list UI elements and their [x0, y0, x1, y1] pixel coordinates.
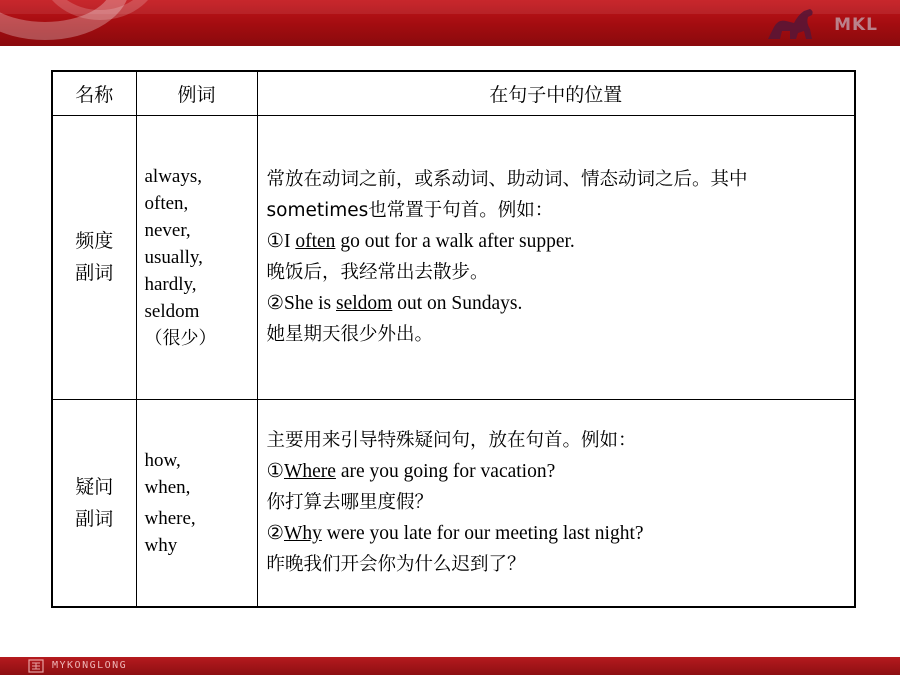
- example-sentence: [267, 518, 847, 549]
- table-header-row: [52, 71, 855, 115]
- example-word: never,: [144, 219, 191, 241]
- header-examples: 例词: [136, 71, 257, 115]
- sentence-suffix: are you going for vacation?: [335, 461, 556, 483]
- header-position: 在句子中的位置: [257, 71, 855, 115]
- sentence-translation: 你打算去哪里度假？: [266, 492, 434, 514]
- sentence-translation: 晚饭后，我经常出去散步。: [266, 262, 489, 283]
- sentence-translation: 她星期天很少外出。: [266, 324, 434, 345]
- example-note: （很少）: [144, 327, 217, 349]
- position-intro: 常放在动词之前，或系动词、助动词、情态动词之后。其中sometimes也常置于句首。例如：: [266, 169, 748, 221]
- sentence-suffix: out on Sundays.: [392, 293, 523, 314]
- sentence-keyword: Why: [283, 523, 322, 545]
- bottom-bar: [0, 657, 900, 675]
- example-word: always,: [144, 165, 203, 187]
- sentence-prefix: ①I: [266, 231, 296, 252]
- example-word: hardly,: [144, 273, 197, 295]
- example-word: seldom: [144, 300, 200, 322]
- sentence-suffix: go out for a walk after supper.: [335, 231, 575, 252]
- sentence-keyword: seldom: [336, 293, 393, 314]
- example-word: why: [144, 534, 178, 556]
- position-intro: 主要用来引导特殊疑问句，放在句首。例如：: [266, 430, 637, 452]
- row-examples-cell: [136, 115, 257, 399]
- example-word: how,: [144, 449, 181, 471]
- sentence-prefix: ②: [266, 523, 284, 545]
- logo-text: MKL: [834, 15, 878, 35]
- sentence-keyword: often: [295, 231, 336, 252]
- table-row: [52, 115, 855, 399]
- sentence-prefix: ①: [266, 461, 284, 483]
- example-word: where,: [144, 507, 196, 529]
- row-name-cell: [52, 115, 136, 399]
- example-word: when,: [144, 476, 191, 498]
- header-name: 名称: [52, 71, 136, 115]
- sentence-keyword: Where: [283, 461, 336, 483]
- row-name-line: 频度: [75, 230, 114, 252]
- row-name-line: 副词: [75, 507, 114, 530]
- footer-brand-text: MYKONGLONG: [52, 660, 128, 671]
- row-name-line: 疑问: [75, 475, 114, 498]
- row-examples-cell: [136, 399, 257, 607]
- table-row: [52, 399, 855, 607]
- sentence-suffix: were you late for our meeting last night?: [321, 523, 644, 545]
- example-sentence: [267, 226, 847, 257]
- row-position-cell: [257, 399, 855, 607]
- row-position-cell: [257, 115, 855, 399]
- example-word: usually,: [144, 246, 203, 268]
- sentence-translation: 昨晚我们开会你为什么迟到了？: [266, 554, 526, 576]
- row-name-cell: [52, 399, 136, 607]
- example-sentence: [267, 288, 847, 319]
- example-sentence: [267, 456, 847, 487]
- example-word: often,: [144, 192, 189, 214]
- row-name-line: 副词: [75, 262, 114, 284]
- sentence-prefix: ②She is: [266, 293, 336, 314]
- top-banner: [0, 0, 900, 46]
- brand-mark-icon: [28, 659, 44, 673]
- adverb-table: [51, 70, 856, 608]
